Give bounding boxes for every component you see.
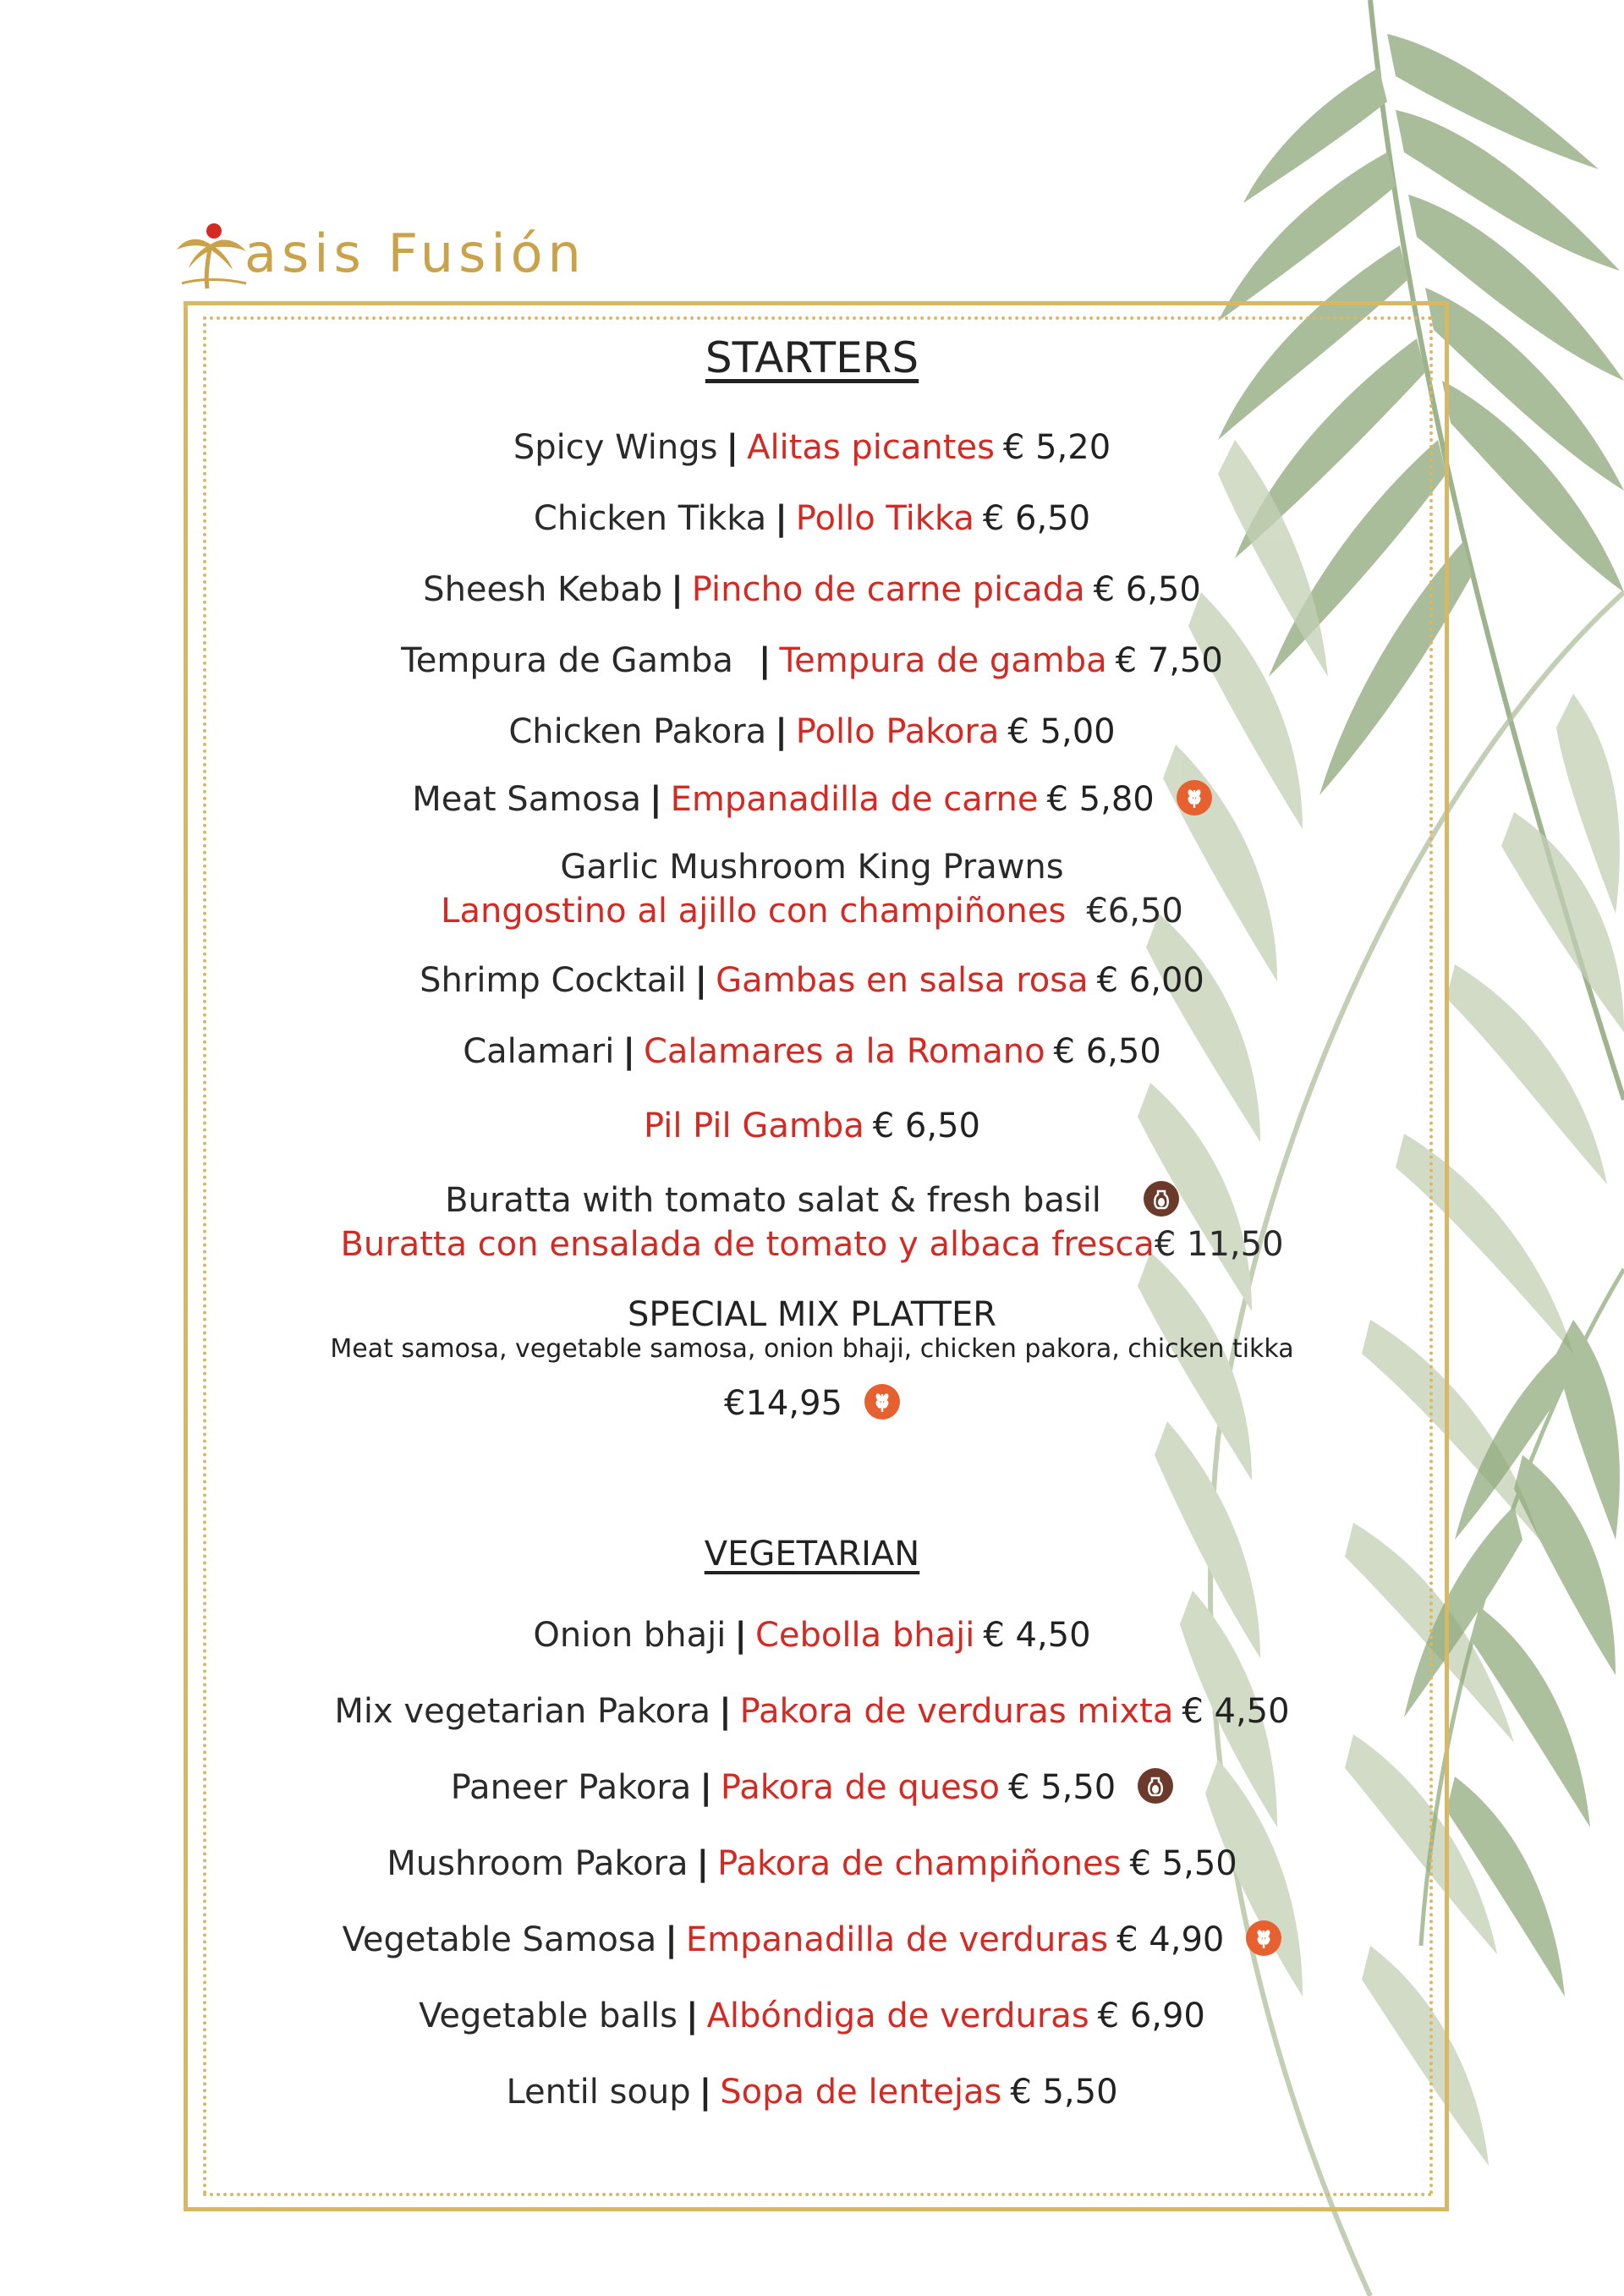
item-name-en: Paneer Pakora	[450, 1768, 692, 1807]
item-price: € 4,50	[983, 1616, 1091, 1655]
item-name-en: Shrimp Cocktail	[420, 961, 687, 1000]
item-price: € 6,90	[1097, 1997, 1205, 2035]
menu-item	[207, 845, 1417, 933]
item-price: € 5,50	[1008, 1768, 1116, 1807]
item-name-en: Buratta with tomato salat & fresh basil	[445, 1181, 1101, 1220]
item-price: € 5,50	[1129, 1844, 1237, 1883]
item-name-es: Pollo Tikka	[795, 499, 974, 538]
menu-item: Shrimp Cocktail | Gambas en salsa rosa € 6,00	[420, 961, 1204, 1000]
item-name-en: Mushroom Pakora	[387, 1844, 689, 1883]
item-price: € 7,50	[1115, 641, 1223, 680]
item-price: € 5,00	[1007, 712, 1116, 751]
menu-item: Lentil soup | Sopa de lentejas € 5,50	[506, 2073, 1118, 2112]
item-name-es: Sopa de lentejas	[720, 2073, 1002, 2112]
item-price: € 11,50	[1154, 1225, 1284, 1264]
item-name-es: Pollo Pakora	[795, 712, 1000, 751]
item-name-en: Calamari	[463, 1032, 615, 1071]
item-name-en: Garlic Mushroom King Prawns	[560, 848, 1064, 887]
item-name-es: Cebolla bhaji	[755, 1616, 975, 1655]
item-price: € 6,50	[1053, 1032, 1161, 1071]
item-name-es: Calamares a la Romano	[643, 1032, 1045, 1071]
item-name-es: Pakora de champiñones	[717, 1844, 1122, 1883]
menu-content	[207, 313, 1417, 2114]
item-price: € 6,50	[982, 499, 1091, 538]
item-name-es: Albóndiga de verduras	[706, 1997, 1089, 2035]
menu-item: Mix vegetarian Pakora | Pakora de verduras mixta € 4,50	[334, 1692, 1290, 1731]
item-price: € 5,80	[1046, 780, 1155, 819]
item-price: € 6,00	[1096, 961, 1204, 1000]
dairy-icon	[1138, 1768, 1173, 1804]
item-name-en: Chicken Pakora	[508, 712, 767, 751]
menu-item: Calamari | Calamares a la Romano € 6,50	[463, 1032, 1161, 1071]
item-name-en: Tempura de Gamba	[401, 641, 733, 680]
menu-item: Spicy Wings | Alitas picantes € 5,20	[513, 428, 1111, 467]
gluten-icon	[1177, 780, 1212, 816]
menu-item: Tempura de Gamba | Tempura de gamba € 7,50	[401, 641, 1223, 680]
item-name-en: Vegetable Samosa	[342, 1920, 657, 1959]
item-name-es: Langostino al ajillo con champiñones	[441, 892, 1067, 931]
item-name-es: Empanadilla de carne	[670, 780, 1039, 819]
item-price: € 6,50	[872, 1107, 980, 1145]
item-price: €6,50	[1086, 892, 1183, 931]
item-price: € 4,90	[1116, 1920, 1225, 1959]
platter-price: €14,95	[724, 1384, 842, 1423]
palm-logo-icon	[173, 216, 250, 292]
item-name-en: Sheesh Kebab	[423, 570, 663, 609]
platter-description: Meat samosa, vegetable samosa, onion bhaji, chicken pakora, chicken tikka	[330, 1334, 1294, 1364]
item-price: € 5,50	[1010, 2073, 1118, 2112]
item-name-en: Vegetable balls	[419, 1997, 678, 2035]
item-name-en: Mix vegetarian Pakora	[334, 1692, 711, 1731]
menu-item: Vegetable Samosa | Empanadilla de verduras € 4,90	[207, 1918, 1417, 1962]
item-name-en: Lentil soup	[506, 2073, 691, 2112]
item-price: € 6,50	[1093, 570, 1201, 609]
vegetarian-heading: VEGETARIAN	[704, 1535, 920, 1574]
menu-item	[207, 1178, 1417, 1266]
menu-item: Vegetable balls | Albóndiga de verduras € 6,90	[419, 1997, 1205, 2035]
item-price: € 5,20	[1002, 428, 1111, 467]
gluten-icon	[1246, 1920, 1281, 1956]
menu-item: Mushroom Pakora | Pakora de champiñones € 5,50	[387, 1844, 1237, 1883]
item-price: € 4,50	[1182, 1692, 1290, 1731]
menu-item: Onion bhaji | Cebolla bhaji € 4,50	[533, 1616, 1091, 1655]
item-name-es: Alitas picantes	[747, 428, 995, 467]
brand-logo	[173, 211, 586, 296]
menu-item	[207, 1104, 1417, 1148]
menu-item: Paneer Pakora | Pakora de queso € 5,50	[207, 1766, 1417, 1810]
item-name-en: Spicy Wings	[513, 428, 718, 467]
item-name-es: Gambas en salsa rosa	[716, 961, 1089, 1000]
item-name-en: Onion bhaji	[533, 1616, 727, 1655]
item-name-es: Pakora de verduras mixta	[739, 1692, 1174, 1731]
gluten-icon	[864, 1384, 900, 1420]
platter-title: SPECIAL MIX PLATTER	[627, 1295, 997, 1334]
menu-item: Chicken Tikka | Pollo Tikka € 6,50	[533, 499, 1091, 538]
starters-heading: STARTERS	[705, 333, 919, 382]
item-name-es: Pakora de queso	[720, 1768, 1001, 1807]
menu-item: Sheesh Kebab | Pincho de carne picada € 6,50	[423, 570, 1201, 609]
item-name-en: Meat Samosa	[412, 780, 641, 819]
menu-item: Meat Samosa | Empanadilla de carne € 5,80	[207, 777, 1417, 821]
menu-item: Chicken Pakora | Pollo Pakora € 5,00	[508, 712, 1116, 751]
dairy-icon	[1144, 1181, 1179, 1217]
platter-price-row	[207, 1381, 1417, 1425]
item-name-en: Chicken Tikka	[533, 499, 767, 538]
item-name-es: Tempura de gamba	[779, 641, 1107, 680]
item-name-es: Pil Pil Gamba	[644, 1107, 864, 1145]
item-name-es: Pincho de carne picada	[691, 570, 1085, 609]
brand-name: asis Fusión	[244, 222, 586, 284]
item-name-es: Buratta con ensalada de tomato y albaca fresca	[340, 1225, 1155, 1264]
item-name-es: Empanadilla de verduras	[685, 1920, 1109, 1959]
